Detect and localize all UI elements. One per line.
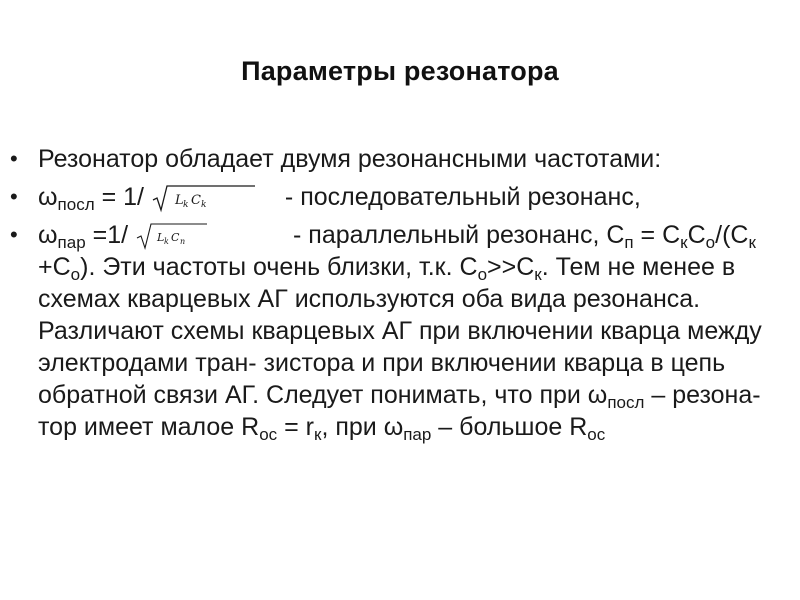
parallel-text-10: = r [277,413,315,441]
bullet-dot-icon: • [10,222,18,247]
svg-text:L: L [157,231,165,244]
equals-one-over: =1/ [85,221,129,249]
parallel-text-1: - параллельный резонанс, С [293,221,625,249]
bullet-text: Резонатор обладает двумя резонансными частотами: [38,145,662,173]
sub-par: пар [403,425,432,444]
omega-symbol: ω [38,221,58,249]
omega-subscript: пар [57,233,86,252]
svg-text:C: C [190,193,201,208]
svg-text:C: C [171,231,180,244]
parallel-text-5: +С [38,253,71,281]
svg-text:k: k [200,200,207,210]
omega-symbol: ω [38,183,58,211]
parallel-text-8: . Тем не менее в схемах кварцевых АГ используются оба вида резонанса. Различают схемы кварцевых АГ при включении кварца между электродами тран- зистора и при включении кварца в цепь обратной связи АГ. Следует понимать, что при ω [38,253,762,409]
sub-k: к [748,233,756,252]
parallel-text-2: = С [633,221,681,249]
sqrt-radical-icon [135,221,245,251]
sub-posl: посл [607,393,645,412]
bullet-dot-icon: • [10,146,18,171]
sqrt-formula-lk-ck [151,183,259,213]
bullet-dot-icon: • [10,184,18,209]
svg-text:k: k [164,237,169,246]
sub-p: п [624,233,634,252]
parallel-text-6: ). Эти частоты очень близки, т.к. С [80,253,478,281]
omega-subscript: посл [57,195,95,214]
svg-text:L: L [174,193,184,208]
svg-text:k: k [182,200,189,210]
sub-o: о [477,265,488,284]
sub-o: о [70,265,81,284]
parallel-text-11: , при ω [321,413,404,441]
slide-title: Параметры резонатора [241,56,559,86]
parallel-text-4: /(С [715,221,749,249]
sub-k: к [314,425,322,444]
parallel-text-12: – большое R [431,413,588,441]
sqrt-radical-icon [151,183,259,213]
bullet-list [10,143,785,449]
svg-text:п: п [180,237,186,246]
sqrt-formula-lk-cp [135,221,245,251]
bullet-item-two-frequencies [10,143,785,175]
equals-one-over: = 1/ [94,183,144,211]
series-resonance-text: - последовательный резонанс, [284,183,641,211]
sub-k: к [680,233,688,252]
sub-o: о [705,233,716,252]
sub-oc: ос [587,425,606,444]
sub-k: к [534,265,542,284]
bullet-item-series-resonance [10,181,785,213]
bullet-item-parallel-resonance [10,219,785,443]
sub-oc: ос [259,425,278,444]
parallel-text-7: >>С [487,253,535,281]
parallel-text-9: – резона- тор имеет малое R [38,381,761,441]
parallel-text-3: С [687,221,706,249]
